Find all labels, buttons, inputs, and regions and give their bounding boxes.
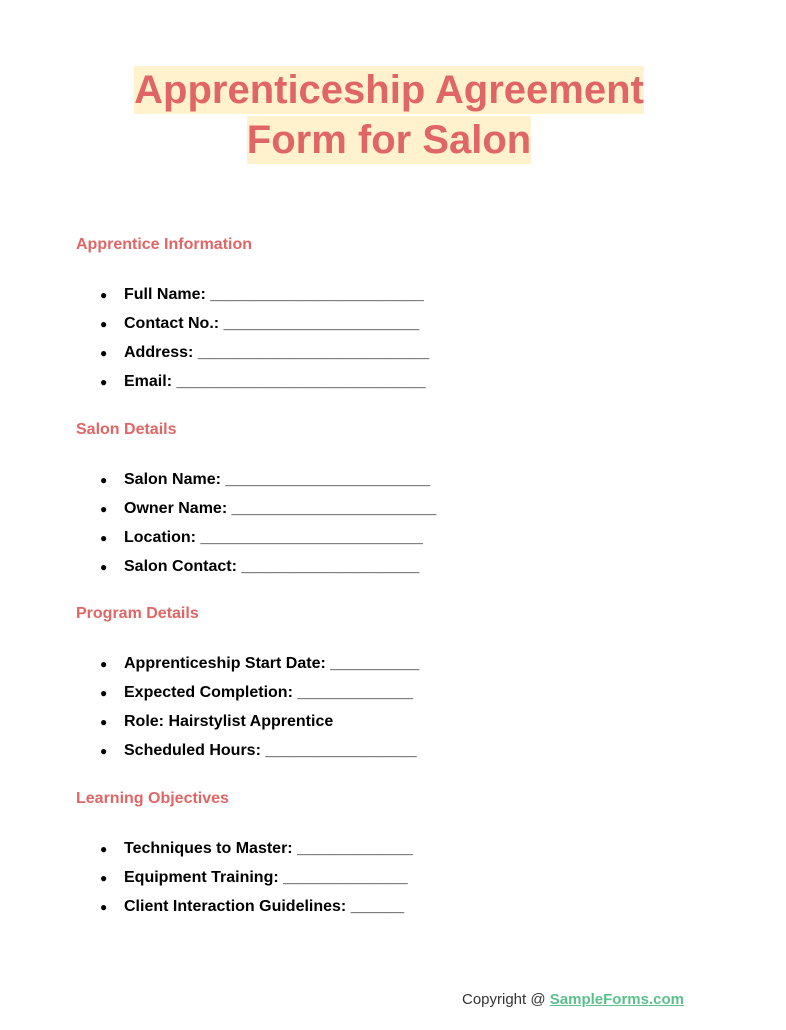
list-item — [100, 741, 419, 770]
bullet-icon: ● — [100, 842, 108, 856]
bullet-icon: ● — [100, 560, 108, 574]
section-heading-learning-objectives: Learning Objectives — [76, 790, 229, 807]
list-item — [100, 897, 413, 926]
list-item — [100, 314, 429, 343]
field-expected-completion: Expected Completion: _____________ — [124, 684, 414, 701]
apprentice-information-list — [100, 285, 429, 401]
list-item — [100, 372, 429, 401]
section-heading-salon-details: Salon Details — [76, 421, 177, 438]
bullet-icon: ● — [100, 473, 108, 487]
bullet-icon: ● — [100, 288, 108, 302]
field-equipment-training: Equipment Training: ______________ — [124, 869, 408, 886]
section-heading-apprentice-information: Apprentice Information — [76, 236, 253, 253]
brand-link[interactable]: SampleForms.com — [549, 991, 684, 1008]
list-item — [100, 839, 413, 868]
field-scheduled-hours: Scheduled Hours: _________________ — [124, 742, 417, 759]
bullet-icon: ● — [100, 715, 108, 729]
document-title — [0, 66, 778, 166]
field-salon-contact: Salon Contact: ____________________ — [124, 558, 420, 575]
list-item — [100, 654, 419, 683]
learning-objectives-list — [100, 839, 413, 926]
list-item — [100, 557, 436, 586]
field-full-name: Full Name: ________________________ — [124, 286, 424, 303]
list-item — [100, 470, 436, 499]
field-start-date: Apprenticeship Start Date: __________ — [124, 655, 420, 672]
bullet-icon: ● — [100, 686, 108, 700]
field-contact-no: Contact No.: ______________________ — [124, 315, 420, 332]
list-item — [100, 285, 429, 314]
bullet-icon: ● — [100, 346, 108, 360]
list-item — [100, 343, 429, 372]
title-line-2: Form for Salon — [246, 118, 532, 162]
field-client-interaction: Client Interaction Guidelines: ______ — [124, 898, 405, 915]
bullet-icon: ● — [100, 900, 108, 914]
field-address: Address: __________________________ — [124, 344, 430, 361]
bullet-icon: ● — [100, 531, 108, 545]
field-techniques: Techniques to Master: _____________ — [124, 840, 413, 857]
program-details-list — [100, 654, 419, 770]
copyright-prefix: Copyright @ — [462, 991, 550, 1008]
list-item — [100, 528, 436, 557]
field-location: Location: _________________________ — [124, 529, 423, 546]
bullet-icon: ● — [100, 744, 108, 758]
field-owner-name: Owner Name: _______________________ — [124, 500, 437, 517]
bullet-icon: ● — [100, 375, 108, 389]
field-role: Role: Hairstylist Apprentice — [124, 713, 334, 730]
list-item — [100, 683, 419, 712]
list-item — [100, 868, 413, 897]
list-item — [100, 712, 419, 741]
field-salon-name: Salon Name: _______________________ — [124, 471, 431, 488]
list-item — [100, 499, 436, 528]
field-email: Email: ____________________________ — [124, 373, 426, 390]
copyright-footer — [462, 990, 684, 1010]
salon-details-list — [100, 470, 436, 586]
section-heading-program-details: Program Details — [76, 605, 199, 622]
title-line-1: Apprenticeship Agreement — [134, 68, 644, 112]
bullet-icon: ● — [100, 502, 108, 516]
bullet-icon: ● — [100, 657, 108, 671]
bullet-icon: ● — [100, 871, 108, 885]
bullet-icon: ● — [100, 317, 108, 331]
